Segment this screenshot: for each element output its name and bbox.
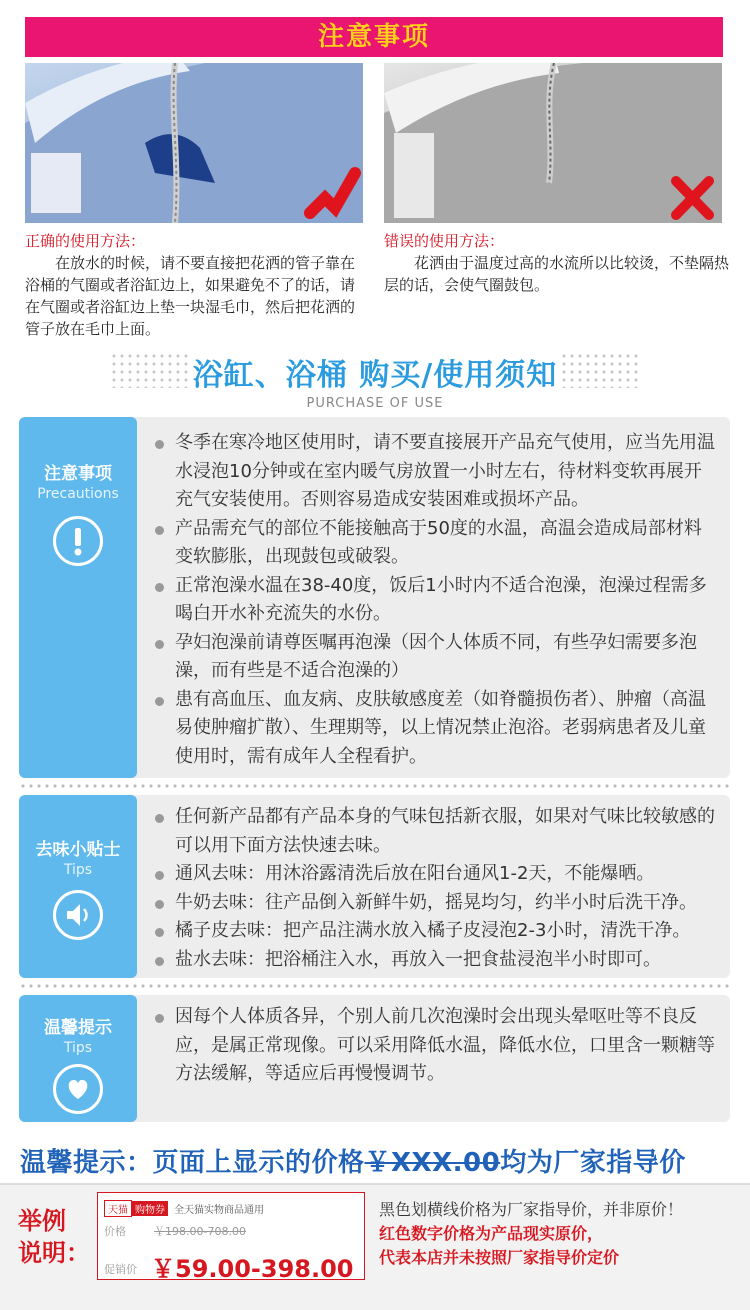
example-price-box (97, 1192, 365, 1283)
tips-subtitle: Tips (63, 862, 93, 878)
example-label-line2: 说明： (18, 1239, 90, 1267)
precautions-subtitle: Precautions (37, 486, 119, 502)
tips-tag (19, 795, 137, 978)
list-item: 牛奶去味：往产品倒入新鲜牛奶，摇晃均匀，约半小时后洗干净。 (155, 889, 718, 918)
section-title-en: PURCHASE OF USE (306, 396, 444, 411)
tips-title: 去味小贴士 (35, 840, 121, 860)
correct-usage-text (25, 230, 365, 340)
list-item: 橘子皮去味：把产品注满水放入橘子皮浸泡2-3小时，清洗干净。 (155, 917, 718, 946)
correct-usage-photo (25, 63, 363, 223)
dotted-divider (19, 784, 730, 788)
exclamation-icon (53, 516, 103, 566)
precautions-title: 注意事项 (44, 464, 112, 484)
wrong-usage-heading: 错误的使用方法： (384, 232, 505, 250)
price-row (104, 1223, 246, 1239)
wrong-usage-body: 花洒由于温度过高的水流所以比较烫，不垫隔热层的话，会使气圈鼓包。 (384, 254, 730, 294)
list-item: 冬季在寒冷地区使用时，请不要直接展开产品充气使用，应当先用温水浸泡10分钟或在室内暖气房放置一小时左右，待材料变软再展开充气安装使用。否则容易造成安装困难或损坏产品。 (155, 429, 718, 515)
warm-tag (19, 995, 137, 1122)
coupon-text: 全天猫实物商品通用 (174, 1205, 264, 1216)
warm-tips-card (19, 995, 730, 1122)
warm-list (155, 1003, 718, 1089)
dotted-divider (19, 984, 730, 988)
warm-subtitle: Tips (63, 1040, 93, 1056)
list-item: 任何新产品都有产品本身的气味包括新衣服，如果对气味比较敏感的可以用下面方法快速去味。 (155, 803, 718, 860)
coupon-row (104, 1200, 264, 1217)
promo-price: ￥59.00-398.00 (151, 1255, 354, 1283)
price-tip-price: ￥XXX.00 (364, 1148, 501, 1178)
list-item: 患有高血压、血友病、皮肤敏感度差（如脊髓损伤者）、肿瘤（高温易使肿瘤扩散）、生理期等，以上情况禁止泡浴。老弱病患者及儿童使用时，需有成年人全程看护。 (155, 686, 718, 772)
example-label (18, 1205, 90, 1269)
price-label: 价格 (104, 1225, 126, 1238)
list-item: 盐水去味：把浴桶注入水，再放入一把食盐浸泡半小时即可。 (155, 946, 718, 975)
list-item: 因每个人体质各异，个别人前几次泡澡时会出现头晕呕吐等不良反应，是属正常现像。可以采用降低水温，降低水位，口里含一颗糖等方法缓解，等适应后再慢慢调节。 (155, 1003, 718, 1089)
banner-title: 注意事项 (317, 22, 430, 52)
price-tip-suffix: 均为厂家指导价 (500, 1148, 686, 1178)
promo-row (104, 1245, 354, 1283)
tips-list (155, 803, 718, 974)
precautions-card (19, 417, 730, 778)
list-item: 正常泡澡水温在38-40度，饭后1小时内不适合泡澡，泡澡过程需多喝白开水补充流失的水份。 (155, 572, 718, 629)
note-real-price: 红色数字价格为产品现实原价， (379, 1224, 604, 1243)
list-item: 产品需充气的部位不能接触高于50度的水温，高温会造成局部材料变软膨胀，出现鼓包或破裂。 (155, 515, 718, 572)
old-price: ￥198.00-708.00 (154, 1225, 246, 1238)
notice-banner (25, 17, 723, 57)
correct-usage-body: 在放水的时候，请不要直接把花洒的管子靠在浴桶的气圈或者浴缸边上，如果避免不了的话，请在气圈或者浴缸边上垫一块湿毛巾，然后把花洒的管子放在毛巾上面。 (25, 254, 356, 338)
note-pricing: 代表本店并未按照厂家指导价定价 (379, 1248, 620, 1267)
promo-label: 促销价 (104, 1263, 137, 1276)
precautions-tag (19, 417, 137, 778)
section-title (0, 350, 750, 411)
speaker-icon (53, 890, 103, 940)
precautions-list (155, 429, 718, 771)
coupon-badge: 购物券 (132, 1201, 168, 1216)
tips-card (19, 795, 730, 978)
wrong-usage-text (384, 230, 729, 296)
tmall-badge: 天猫 (104, 1200, 132, 1217)
wrong-usage-photo (384, 63, 722, 223)
example-label-line1: 举例 (18, 1207, 66, 1235)
list-item: 孕妇泡澡前请尊医嘱再泡澡（因个人体质不同，有些孕妇需要多泡澡，而有些是不适合泡澡的） (155, 629, 718, 686)
section-title-cn: 浴缸、浴桶 购买/使用须知 (192, 358, 558, 393)
warm-title: 温馨提示 (44, 1018, 112, 1038)
note-guide-price: 黑色划横线价格为厂家指导价，并非原价！ (379, 1200, 684, 1219)
list-item: 通风去味：用沐浴露清洗后放在阳台通风1-2天，不能爆晒。 (155, 860, 718, 889)
example-notes (379, 1198, 683, 1270)
price-tip-prefix: 温馨提示：页面上显示的价格 (20, 1148, 365, 1178)
correct-usage-heading: 正确的使用方法： (25, 232, 146, 250)
price-tip (20, 1142, 730, 1179)
heart-icon (53, 1064, 103, 1114)
